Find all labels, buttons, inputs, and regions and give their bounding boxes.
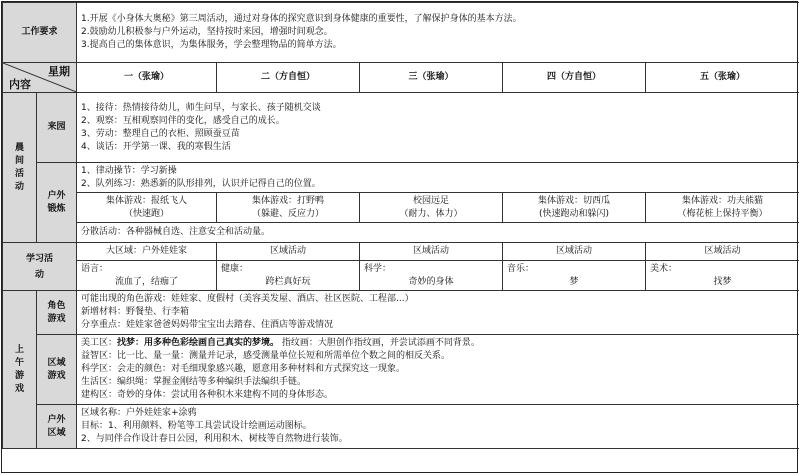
forenoon-game-text: 上午游戏 — [13, 344, 27, 396]
outdoor-exercise-text: 户外锻炼 — [44, 190, 70, 216]
forenoon-game-label — [3, 291, 37, 449]
outdoor-line-2: 2、队列练习：熟悉新的队形排列，认识并记得自己的位置。 — [81, 178, 795, 191]
game-name: 集体游戏：功夫熊猫 — [650, 195, 795, 208]
day-thursday: 四（方自恒） — [503, 63, 646, 93]
subject-field: 科学： — [364, 263, 498, 276]
subject-field: 语言： — [81, 263, 212, 276]
free-play-row — [3, 223, 799, 243]
area-play-content — [77, 335, 799, 405]
area-play-label — [37, 335, 77, 405]
game-name: 集体游戏：报纸飞人 — [81, 195, 212, 208]
area-line-build — [81, 389, 795, 402]
subject-title: 梦 — [507, 276, 641, 289]
area-line-science — [81, 363, 795, 376]
morning-activity-label — [3, 93, 37, 243]
area-detail: 编织绳：掌握金刚结等多种编织手法编织手链。 — [117, 377, 306, 387]
area-detail: 指纹画：大胆创作指纹画，并尝试添画不同背景。 — [279, 338, 480, 348]
area-detail: 奇妙的身体：尝试用各种积木来建构不同的身体形态。 — [117, 390, 333, 400]
study-subjects-row — [3, 261, 799, 291]
area-line-puzzle — [81, 350, 795, 363]
area-prefix: 建构区： — [81, 390, 117, 400]
subject-friday — [646, 261, 799, 291]
outdoor-intro — [77, 163, 799, 193]
arrival-line-4: 4、谈话：开学第一课、我的寒假生活 — [81, 141, 795, 154]
arrival-row — [3, 93, 799, 163]
day-tuesday: 二（方自恒） — [217, 63, 360, 93]
area-play-text: 区域游戏 — [44, 357, 70, 383]
day-wednesday: 三（张瑜） — [360, 63, 503, 93]
study-area-monday: 大区域：户外娃娃家 — [77, 243, 217, 261]
goal-line-3: 3.提高自己的集体意识，为集体服务，学会整理物品的简单方法。 — [81, 39, 795, 52]
arrival-line-3: 3、劳动：整理自己的衣柜、照顾蚕豆苗 — [81, 128, 795, 141]
content-label: 内容 — [9, 78, 31, 91]
subject-thursday — [503, 261, 646, 291]
study-area-friday: 区域活动 — [646, 243, 799, 261]
subject-wednesday — [360, 261, 503, 291]
outdoor-area-line-2: 目标：1、利用颜料、粉笔等工具尝试设计绘画运动图标。 — [81, 420, 795, 433]
goal-line-1: 1.开展《小身体大奥秘》第三周活动，通过对身体的探究意识到身体健康的重要性，了解保护身体的基本方法。 — [81, 13, 795, 26]
outdoor-intro-row — [3, 163, 799, 193]
area-prefix: 生活区： — [81, 377, 117, 387]
role-line-2: 新增材料：野餐垫、行李箱 — [81, 306, 795, 319]
outdoor-exercise-label — [37, 163, 77, 243]
subject-title: 跨栏真好玩 — [221, 276, 355, 289]
area-detail: 会走的颜色：对毛细现象感兴趣，愿意用多种材料和方式探究这一现象。 — [117, 364, 405, 374]
area-highlight: 找梦：用多种色彩绘画自己真实的梦境。 — [117, 338, 279, 348]
game-name: 集体游戏：切西瓜 — [507, 195, 641, 208]
game-tuesday — [217, 193, 360, 223]
subject-title: 找梦 — [650, 276, 795, 289]
area-prefix: 益智区： — [81, 351, 117, 361]
game-note: （耐力、体力） — [364, 208, 498, 221]
arrival-label: 来园 — [37, 93, 77, 163]
area-prefix: 美工区： — [81, 338, 117, 348]
subject-title: 奇妙的身体 — [364, 276, 498, 289]
role-line-3: 分享重点：娃娃家爸爸妈妈带宝宝出去踏春、住酒店等游戏情况 — [81, 319, 795, 332]
subject-title: 流血了，结痂了 — [81, 276, 212, 289]
weekly-plan-sheet — [1, 1, 798, 473]
subject-tuesday — [217, 261, 360, 291]
day-friday: 五（张瑜） — [646, 63, 799, 93]
free-play-text: 分散活动：各种器械自选、注意安全和活动量。 — [77, 223, 799, 243]
study-activity-label — [3, 243, 77, 291]
outdoor-games-row — [3, 193, 799, 223]
outdoor-area-text: 户外区域 — [44, 414, 70, 440]
study-area-tuesday: 区域活动 — [217, 243, 360, 261]
outdoor-area-line-1: 区域名称：户外娃娃家+涂鸦 — [81, 407, 795, 420]
goals-row — [3, 3, 799, 63]
days-header-row — [3, 63, 799, 93]
subject-field: 美术： — [650, 263, 795, 276]
game-name: 校园远足 — [364, 195, 498, 208]
area-prefix: 科学区： — [81, 364, 117, 374]
outdoor-area-label — [37, 405, 77, 449]
weekly-plan-table — [2, 2, 799, 449]
arrival-line-2: 2、观察：互相观察同伴的变化，感受自己的成长。 — [81, 115, 795, 128]
game-note: （躲避、反应力） — [221, 208, 355, 221]
outdoor-area-content — [77, 405, 799, 449]
study-area-thursday: 区域活动 — [503, 243, 646, 261]
study-activity-text: 学习活动 — [26, 251, 54, 283]
day-monday: 一（张瑜） — [77, 63, 217, 93]
game-note: （梅花桩上保持平衡） — [650, 208, 795, 221]
subject-field: 健康： — [221, 263, 355, 276]
area-line-life — [81, 376, 795, 389]
game-monday — [77, 193, 217, 223]
arrival-line-1: 1、接待：热情接待幼儿，师生问早，与家长、孩子随机交谈 — [81, 102, 795, 115]
game-name: 集体游戏：打野鸭 — [221, 195, 355, 208]
game-note: (快速跑动和躲闪) — [507, 208, 641, 221]
study-area-wednesday: 区域活动 — [360, 243, 503, 261]
outdoor-line-1: 1、律动操节：学习新操 — [81, 165, 795, 178]
area-line-art — [81, 337, 795, 350]
goals-content — [77, 3, 799, 63]
outdoor-area-row — [3, 405, 799, 449]
role-play-row — [3, 291, 799, 335]
study-areas-row — [3, 243, 799, 261]
goal-line-2: 2.鼓励幼儿积极参与户外运动，坚持按时来园，增强时间观念。 — [81, 26, 795, 39]
game-wednesday — [360, 193, 503, 223]
area-play-row — [3, 335, 799, 405]
role-play-text: 角色游戏 — [44, 300, 70, 326]
goals-label: 工作要求 — [3, 3, 77, 63]
game-note: （快速跑） — [81, 208, 212, 221]
week-content-corner — [3, 63, 77, 93]
role-play-label — [37, 291, 77, 335]
role-line-1: 可能出现的角色游戏：娃娃家、度假村（美容美发屋、酒店、社区医院、工程部...） — [81, 293, 795, 306]
area-detail: 比一比、量一量：测量并记录，感受测量单位长短和所需单位个数之间的相反关系。 — [117, 351, 450, 361]
game-thursday — [503, 193, 646, 223]
game-friday — [646, 193, 799, 223]
week-label: 星期 — [48, 65, 70, 78]
outdoor-area-line-3: 2、与同伴合作设计春日公园，利用积木、树枝等自然物进行装饰。 — [81, 433, 795, 446]
arrival-content — [77, 93, 799, 163]
morning-activity-text: 晨间活动 — [13, 142, 27, 194]
subject-field: 音乐： — [507, 263, 641, 276]
role-play-content — [77, 291, 799, 335]
subject-monday — [77, 261, 217, 291]
